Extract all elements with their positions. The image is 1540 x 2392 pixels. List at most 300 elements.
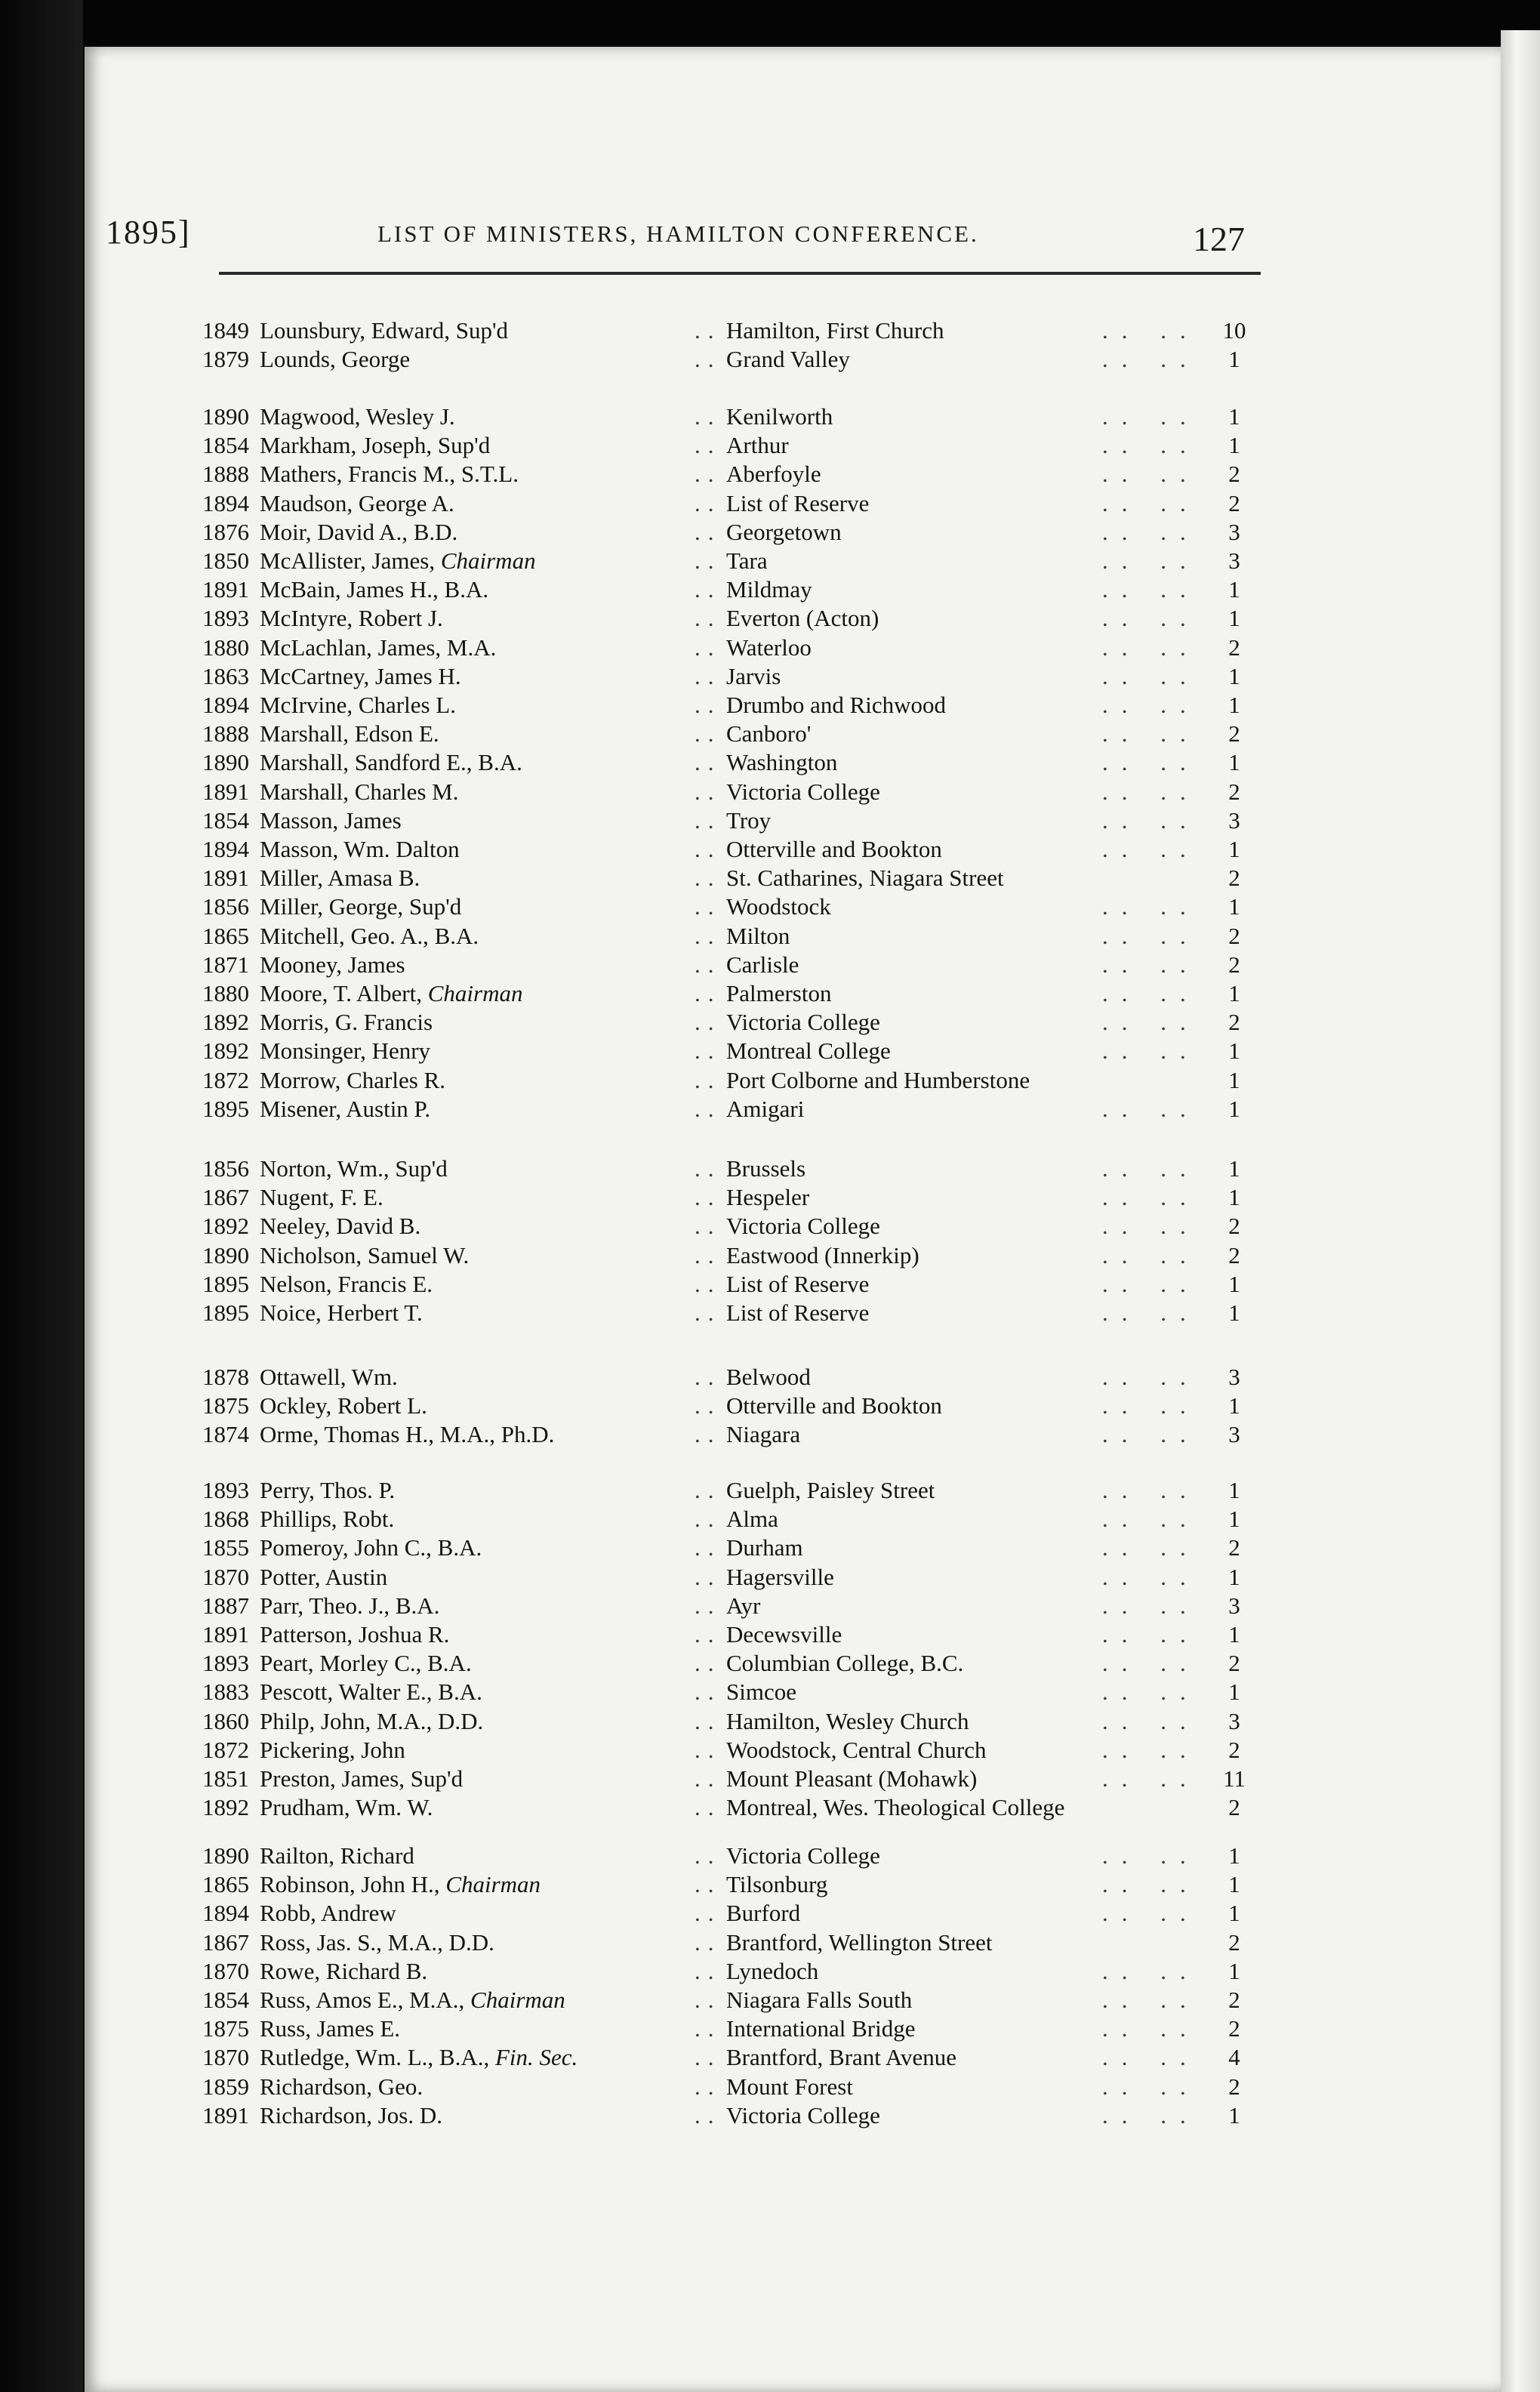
entry-years-count: 1 <box>1228 1563 1240 1590</box>
entry-role: Chairman <box>445 1871 541 1898</box>
minister-entry <box>0 346 1540 375</box>
entry-name-text: Rutledge, Wm. L., B.A., <box>260 2044 490 2071</box>
entry-year: 1893 <box>202 605 249 632</box>
minister-entry <box>0 951 1540 980</box>
leader-dots: .. .. <box>1102 1736 1200 1763</box>
entry-name <box>260 663 461 690</box>
minister-entry <box>0 980 1540 1009</box>
entry-years-count: 1 <box>1228 1392 1240 1419</box>
minister-entry <box>0 547 1540 576</box>
entry-years-count: 1 <box>1228 605 1240 632</box>
entry-name <box>260 490 454 517</box>
entry-name <box>260 1364 398 1391</box>
entry-years-count: 1 <box>1228 576 1240 603</box>
entry-circuit: Columbian College, B.C. <box>726 1650 964 1677</box>
entry-year: 1851 <box>202 1765 249 1792</box>
leader-dots: .. .. <box>1102 1392 1200 1419</box>
entry-circuit: Alma <box>726 1506 778 1533</box>
minister-entry <box>0 1737 1540 1765</box>
entry-years-count: 2 <box>1228 1736 1240 1763</box>
entry-name <box>260 1592 439 1620</box>
entry-year: 1893 <box>202 1650 249 1677</box>
leader-dots: .. <box>695 605 722 632</box>
entry-years-count: 1 <box>1228 1957 1240 1984</box>
leader-dots: .. <box>695 922 722 949</box>
entry-name-text: Ottawell, Wm. <box>260 1364 398 1390</box>
leader-dots: .. <box>695 1506 722 1533</box>
entry-name-text: Richardson, Jos. D. <box>260 2101 442 2128</box>
leader-dots: .. .. <box>1102 1900 1200 1927</box>
minister-entry <box>0 1794 1540 1823</box>
entry-circuit: Niagara <box>726 1421 801 1448</box>
entry-years-count: 1 <box>1228 1871 1240 1898</box>
entry-year: 1854 <box>202 806 249 834</box>
entry-year: 1865 <box>202 922 249 949</box>
entry-year: 1890 <box>202 1241 249 1268</box>
leader-dots: .. .. <box>1102 778 1200 805</box>
entry-year: 1865 <box>202 1871 249 1898</box>
entry-name-text: Masson, James <box>260 806 402 834</box>
entry-years-count: 2 <box>1228 865 1240 892</box>
entry-circuit: Eastwood (Innerkip) <box>726 1241 919 1268</box>
leader-dots: .. .. <box>1102 2073 1200 2100</box>
entry-years-count: 1 <box>1228 346 1240 373</box>
entry-name <box>260 778 458 806</box>
minister-entry <box>0 403 1540 432</box>
leader-dots: .. .. <box>1102 1957 1200 1984</box>
leader-dots: .. .. <box>1102 1592 1200 1619</box>
minister-entry <box>0 490 1540 519</box>
entry-circuit: List of Reserve <box>726 1270 870 1297</box>
entry-year: 1893 <box>202 1477 249 1503</box>
minister-entry <box>0 1392 1540 1421</box>
entry-years-count: 1 <box>1228 1621 1240 1648</box>
entry-name-text: McLachlan, James, M.A. <box>260 633 497 661</box>
entry-name <box>260 1765 463 1792</box>
leader-dots: .. .. <box>1102 951 1200 978</box>
entry-circuit: Decewsville <box>726 1621 842 1648</box>
leader-dots: .. .. <box>1102 1477 1200 1503</box>
minister-entry <box>0 1364 1540 1392</box>
entry-name-text: Railton, Richard <box>260 1842 414 1869</box>
entry-year: 1895 <box>202 1095 249 1122</box>
entry-circuit: Everton (Acton) <box>726 605 879 632</box>
entry-name <box>260 807 402 834</box>
entry-circuit: Amigari <box>726 1095 805 1122</box>
entry-name <box>260 1392 427 1419</box>
minister-entry <box>0 692 1540 720</box>
leader-dots: .. <box>695 1621 722 1648</box>
entry-year: 1895 <box>202 1299 249 1326</box>
entry-year: 1872 <box>202 1066 249 1093</box>
leader-dots: .. <box>695 1184 722 1211</box>
entry-name-text: Preston, James, Sup'd <box>260 1765 464 1792</box>
minister-entry <box>0 1842 1540 1871</box>
entry-years-count: 1 <box>1228 692 1240 718</box>
minister-entry <box>0 1037 1540 1066</box>
leader-dots: .. <box>695 1900 722 1927</box>
entry-year: 1895 <box>202 1270 249 1297</box>
entry-role: Fin. Sec. <box>494 2044 578 2071</box>
entry-years-count: 1 <box>1228 1184 1240 1211</box>
leader-dots: .. .. <box>1102 1765 1200 1792</box>
entry-years-count: 2 <box>1228 1241 1240 1268</box>
entry-role: Chairman <box>427 980 523 1006</box>
entry-years-count: 2 <box>1228 1650 1240 1677</box>
entry-circuit: Kenilworth <box>726 403 833 430</box>
entry-years-count: 2 <box>1228 1534 1240 1561</box>
minister-entry <box>0 461 1540 489</box>
entry-year: 1894 <box>202 692 249 718</box>
entry-name-text: Russ, James E. <box>260 2015 400 2042</box>
minister-entry <box>0 1213 1540 1241</box>
entry-name <box>260 1929 494 1956</box>
entry-circuit: Otterville and Bookton <box>726 836 942 862</box>
leader-dots: .. <box>695 749 722 776</box>
entry-circuit: Troy <box>726 806 772 834</box>
entry-name <box>260 1871 541 1898</box>
entry-name <box>260 519 457 546</box>
leader-dots: .. <box>695 1009 722 1036</box>
entry-name <box>260 432 490 459</box>
minister-entry <box>0 605 1540 633</box>
entry-year: 1894 <box>202 1900 249 1927</box>
minister-entry <box>0 663 1540 692</box>
entry-circuit: Guelph, Paisley Street <box>726 1477 935 1503</box>
leader-dots: .. <box>695 1364 722 1390</box>
entry-name <box>260 1421 554 1448</box>
entry-circuit: Jarvis <box>726 662 781 689</box>
leader-dots: .. .. <box>1102 922 1200 949</box>
leader-dots: .. <box>695 1095 722 1122</box>
entry-name <box>260 720 439 748</box>
entry-circuit: Washington <box>726 749 838 776</box>
leader-dots: .. <box>695 1037 722 1065</box>
minister-entry <box>0 1765 1540 1794</box>
minister-entry <box>0 749 1540 778</box>
leader-dots: .. .. <box>1102 346 1200 373</box>
leader-dots: .. <box>695 806 722 834</box>
entry-name <box>260 1242 469 1269</box>
entry-years-count: 4 <box>1228 2044 1240 2071</box>
leader-dots: .. <box>695 1871 722 1898</box>
entry-circuit: Victoria College <box>726 1842 880 1869</box>
entry-name-text: Marshall, Charles M. <box>260 778 459 805</box>
entry-name-text: Ockley, Robert L. <box>260 1392 427 1419</box>
entry-years-count: 3 <box>1228 518 1240 545</box>
minister-entry <box>0 1592 1540 1621</box>
leader-dots: .. .. <box>1102 893 1200 920</box>
entry-years-count: 1 <box>1228 1037 1240 1065</box>
entry-circuit: Aberfoyle <box>726 461 821 488</box>
entry-name <box>260 1184 383 1211</box>
entry-circuit: Ayr <box>726 1592 761 1619</box>
leader-dots: .. <box>695 489 722 516</box>
entry-name-text: Pomeroy, John C., B.A. <box>260 1534 482 1561</box>
leader-dots: .. .. <box>1102 836 1200 862</box>
entry-name <box>260 865 420 892</box>
entry-name <box>260 1477 395 1504</box>
leader-dots: .. <box>695 1794 722 1821</box>
entry-year: 1856 <box>202 893 249 920</box>
entry-circuit: Grand Valley <box>726 346 850 373</box>
entry-circuit: Drumbo and Richwood <box>726 692 947 718</box>
entry-name <box>260 317 508 344</box>
entry-name-text: Lounds, George <box>260 346 411 373</box>
leader-dots: .. <box>695 1678 722 1706</box>
entry-name <box>260 1708 483 1735</box>
leader-dots: .. <box>695 951 722 978</box>
entry-years-count: 1 <box>1228 980 1240 1006</box>
minister-entry <box>0 1534 1540 1563</box>
leader-dots: .. .. <box>1102 662 1200 689</box>
entry-name-text: Marshall, Edson E. <box>260 720 439 748</box>
leader-dots: .. .. <box>1102 317 1200 344</box>
minister-entry <box>0 1506 1540 1534</box>
leader-dots: .. <box>695 2044 722 2071</box>
entry-role: Chairman <box>470 1987 565 2013</box>
entry-years-count: 1 <box>1228 1270 1240 1297</box>
entry-years-count: 1 <box>1228 1842 1240 1869</box>
entry-years-count: 1 <box>1228 662 1240 689</box>
entry-circuit: Milton <box>726 922 790 949</box>
minister-entry <box>0 1477 1540 1506</box>
minister-entry <box>0 923 1540 951</box>
leader-dots: .. <box>695 461 722 488</box>
entry-circuit: Victoria College <box>726 1009 880 1036</box>
entry-name <box>260 1037 430 1065</box>
entry-year: 1859 <box>202 2073 249 2100</box>
entry-name-text: Miller, George, Sup'd <box>260 893 462 920</box>
leader-dots: .. <box>695 1392 722 1419</box>
minister-entry <box>0 1929 1540 1958</box>
entry-years-count: 1 <box>1228 1095 1240 1122</box>
entry-name <box>260 1096 430 1123</box>
entry-name <box>260 923 479 950</box>
entry-year: 1892 <box>202 1037 249 1065</box>
entry-year: 1856 <box>202 1155 249 1182</box>
leader-dots: .. .. <box>1102 1184 1200 1211</box>
leader-dots: .. .. <box>1102 806 1200 834</box>
leader-dots: .. <box>695 662 722 689</box>
leader-dots: .. <box>695 778 722 805</box>
entry-year: 1892 <box>202 1213 249 1240</box>
entry-circuit: Canboro' <box>726 720 812 748</box>
entry-years-count: 2 <box>1228 951 1240 978</box>
entry-years-count: 3 <box>1228 1592 1240 1619</box>
leader-dots: .. <box>695 518 722 545</box>
leader-dots: .. <box>695 1765 722 1792</box>
entry-name-text: McAllister, James, <box>260 547 436 574</box>
leader-dots: .. <box>695 1928 722 1956</box>
entry-circuit: Tilsonburg <box>726 1871 828 1898</box>
minister-entry <box>0 1299 1540 1328</box>
leader-dots: .. .. <box>1102 1534 1200 1561</box>
entry-circuit: Belwood <box>726 1364 811 1390</box>
entry-name-text: Lounsbury, Edward, Sup'd <box>260 317 509 344</box>
entry-circuit: Montreal College <box>726 1037 891 1065</box>
entry-years-count: 3 <box>1228 547 1240 574</box>
entry-name <box>260 1271 433 1298</box>
entry-circuit: Palmerston <box>726 980 832 1006</box>
entry-name <box>260 1534 482 1561</box>
leader-dots: .. <box>695 2101 722 2128</box>
minister-entry <box>0 1184 1540 1213</box>
leader-dots: .. .. <box>1102 2015 1200 2042</box>
entry-year: 1891 <box>202 778 249 805</box>
entry-year: 1894 <box>202 836 249 862</box>
entry-name-text: Magwood, Wesley J. <box>260 403 455 430</box>
entry-name-text: Noice, Herbert T. <box>260 1299 423 1326</box>
entry-years-count: 1 <box>1228 1299 1240 1326</box>
entry-name-text: Masson, Wm. Dalton <box>260 836 460 862</box>
entry-name <box>260 1213 420 1240</box>
entry-years-count: 1 <box>1228 1155 1240 1182</box>
entry-circuit: Carlisle <box>726 951 799 978</box>
entry-year: 1883 <box>202 1678 249 1706</box>
entry-year: 1890 <box>202 403 249 430</box>
entry-year: 1888 <box>202 720 249 748</box>
minister-entry <box>0 1009 1540 1037</box>
entry-year: 1850 <box>202 547 249 574</box>
entry-year: 1855 <box>202 1534 249 1561</box>
page-number: 127 <box>1193 220 1245 258</box>
leader-dots: .. <box>695 1563 722 1590</box>
minister-entry <box>0 1271 1540 1299</box>
minister-entry <box>0 1958 1540 1987</box>
entry-circuit: Victoria College <box>726 1213 880 1240</box>
entry-name-text: Mathers, Francis M., S.T.L. <box>260 461 519 488</box>
entry-name-text: Mitchell, Geo. A., B.A. <box>260 922 479 949</box>
leader-dots: .. <box>695 1534 722 1561</box>
entry-year: 1872 <box>202 1736 249 1763</box>
entry-years-count: 2 <box>1228 922 1240 949</box>
entry-year: 1875 <box>202 1392 249 1419</box>
entry-name <box>260 1678 482 1706</box>
minister-entry <box>0 1871 1540 1900</box>
entry-years-count: 1 <box>1228 893 1240 920</box>
entry-name-text: Patterson, Joshua R. <box>260 1621 450 1648</box>
leader-dots: .. <box>695 1241 722 1268</box>
leader-dots: .. <box>695 836 722 862</box>
minister-entry <box>0 1650 1540 1678</box>
leader-dots: .. .. <box>1102 2044 1200 2071</box>
entry-years-count: 2 <box>1228 1928 1240 1956</box>
entry-year: 1891 <box>202 1621 249 1648</box>
leader-dots: .. <box>695 432 722 459</box>
entry-name <box>260 1067 445 1094</box>
entry-circuit: Burford <box>726 1900 801 1927</box>
minister-entry <box>0 1621 1540 1650</box>
leader-dots: .. .. <box>1102 1270 1200 1297</box>
entry-years-count: 2 <box>1228 2073 1240 2100</box>
leader-dots: .. .. <box>1102 432 1200 459</box>
header-title: LIST OF MINISTERS, HAMILTON CONFERENCE. <box>377 220 979 247</box>
entry-name-text: McBain, James H., B.A. <box>260 576 489 603</box>
leader-dots: .. .. <box>1102 1842 1200 1869</box>
leader-dots: .. .. <box>1102 720 1200 748</box>
entry-year: 1891 <box>202 576 249 603</box>
minister-entry <box>0 778 1540 807</box>
entry-circuit: Hamilton, First Church <box>726 317 944 344</box>
entry-name-text: Mooney, James <box>260 951 405 978</box>
entry-years-count: 3 <box>1228 1707 1240 1734</box>
entry-circuit: Montreal, Wes. Theological College <box>726 1794 1065 1821</box>
leader-dots: .. <box>695 346 722 373</box>
entry-year: 1880 <box>202 633 249 661</box>
entry-name-text: Parr, Theo. J., B.A. <box>260 1592 440 1619</box>
minister-entry <box>0 1678 1540 1707</box>
entry-name <box>260 1155 448 1182</box>
entry-year: 1880 <box>202 980 249 1006</box>
entry-name-text: Neeley, David B. <box>260 1213 421 1240</box>
minister-entry <box>0 865 1540 893</box>
leader-dots: .. .. <box>1102 749 1200 776</box>
entry-circuit: Woodstock, Central Church <box>726 1736 987 1763</box>
leader-dots: .. <box>695 1270 722 1297</box>
entry-years-count: 2 <box>1228 720 1240 748</box>
entry-year: 1863 <box>202 662 249 689</box>
minister-entry <box>0 1242 1540 1271</box>
entry-year: 1854 <box>202 432 249 459</box>
entry-years-count: 3 <box>1228 806 1240 834</box>
entry-circuit: Victoria College <box>726 2101 880 2128</box>
entry-name-text: Maudson, George A. <box>260 489 454 516</box>
entry-years-count: 1 <box>1228 1506 1240 1533</box>
leader-dots: .. .. <box>1102 1563 1200 1590</box>
entry-name-text: Morrow, Charles R. <box>260 1066 445 1093</box>
entry-name <box>260 893 461 920</box>
entry-year: 1876 <box>202 518 249 545</box>
entry-name-text: Nelson, Francis E. <box>260 1270 433 1297</box>
minister-entry <box>0 720 1540 749</box>
leader-dots: .. <box>695 1957 722 1984</box>
entry-circuit: Georgetown <box>726 518 842 545</box>
entry-years-count: 1 <box>1228 403 1240 430</box>
entry-name-text: Potter, Austin <box>260 1563 388 1590</box>
entry-circuit: List of Reserve <box>726 1299 870 1326</box>
leader-dots: .. .. <box>1102 1213 1200 1240</box>
leader-dots: .. <box>695 1592 722 1619</box>
leader-dots: .. .. <box>1102 1037 1200 1065</box>
entry-circuit: International Bridge <box>726 2015 916 2042</box>
entry-years-count: 2 <box>1228 1987 1240 2013</box>
minister-entry <box>0 893 1540 922</box>
entry-years-count: 3 <box>1228 1421 1240 1448</box>
entry-circuit: Niagara Falls South <box>726 1987 913 2013</box>
leader-dots: .. .. <box>1102 1241 1200 1268</box>
entry-name-text: Phillips, Robt. <box>260 1506 395 1533</box>
entry-circuit: Otterville and Bookton <box>726 1392 942 1419</box>
entry-circuit: Hamilton, Wesley Church <box>726 1707 969 1734</box>
entry-circuit: Brantford, Brant Avenue <box>726 2044 957 2071</box>
entry-year: 1867 <box>202 1184 249 1211</box>
entry-name <box>260 576 488 603</box>
entry-name <box>260 1650 472 1677</box>
entry-name-text: Markham, Joseph, Sup'd <box>260 432 491 459</box>
entry-name <box>260 605 443 632</box>
leader-dots: .. .. <box>1102 1678 1200 1706</box>
entry-name-text: McCartney, James H. <box>260 662 461 689</box>
leader-dots: .. <box>695 1842 722 1869</box>
entry-name <box>260 403 455 430</box>
entry-name-text: Russ, Amos E., M.A., <box>260 1987 465 2013</box>
entry-name <box>260 2073 423 2101</box>
entry-years-count: 1 <box>1228 1900 1240 1927</box>
entry-name <box>260 1900 396 1927</box>
entry-years-count: 1 <box>1228 749 1240 776</box>
entry-name <box>260 1009 433 1036</box>
